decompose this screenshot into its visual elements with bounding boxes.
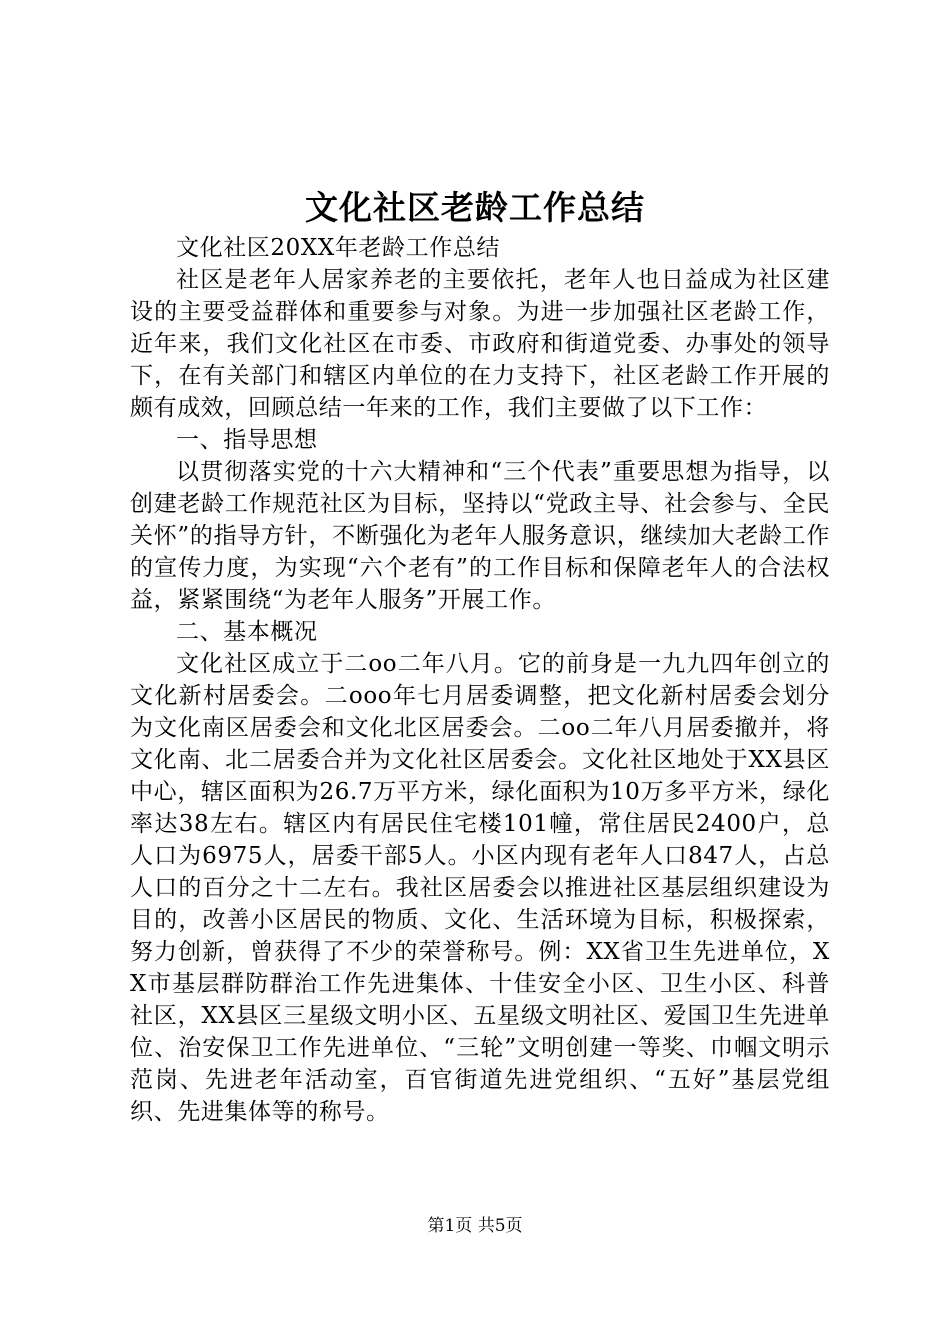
document-body [130,232,830,1128]
subtitle-paragraph: 文化社区20XX年老龄工作总结 [176,235,501,261]
basic-overview-paragraph: 文化社区成立于二oo二年八月。它的前身是一九九四年创立的文化新村居委会。二ooo年七月居委调整，把文化新村居委会划分为文化南区居委会和文化北区居委会。二oo二年八月居委撤并，将文化南、北二居委合并为文化社区居委会。文化社区地处于XX县区中心，辖区面积为26.7万平方米，绿化面积为10万多平方米，绿化率达38左右。辖区内有居民住宅楼101幢，常住居民2400户，总人口为6975人，居委干部5人。小区内现有老年人口847人，占总人口的百分之十二左右。我社区居委会以推进社区基层组织建设为目的，改善小区居民的物质、文化、生活环境为目标，积极探索，努力创新，曾获得了不少的荣誉称号。例：XX省卫生先进单位，XX市基层群防群治工作先进集体、十佳安全小区、卫生小区、科普社区，XX县区三星级文明小区、五星级文明社区、爱国卫生先进单位、治安保卫工作先进单位、“三轮”文明创建一等奖、巾帼文明示范岗、先进老年活动室，百官街道先进党组织、“五好”基层党组织、先进集体等的称号。 [130,651,830,1125]
page-number-footer: 第1页 共5页 [427,1216,523,1236]
section-heading-guiding-ideology: 一、指导思想 [176,427,318,453]
document-title: 文化社区老龄工作总结 [305,188,645,227]
section-heading-basic-overview: 二、基本概况 [176,619,318,645]
guiding-ideology-paragraph: 以贯彻落实党的十六大精神和“三个代表”重要思想为指导，以创建老龄工作规范社区为目标，坚持以“党政主导、社会参与、全民关怀”的指导方针，不断强化为老年人服务意识，继续加大老龄工作的宣传力度，为实现“六个老有”的工作目标和保障老年人的合法权益，紧紧围绕“为老年人服务”开展工作。 [130,459,830,613]
intro-paragraph: 社区是老年人居家养老的主要依托，老年人也日益成为社区建设的主要受益群体和重要参与对象。为进一步加强社区老龄工作，近年来，我们文化社区在市委、市政府和街道党委、办事处的领导下，在有关部门和辖区内单位的在力支持下，社区老龄工作开展的颇有成效，回顾总结一年来的工作，我们主要做了以下工作： [130,267,830,421]
